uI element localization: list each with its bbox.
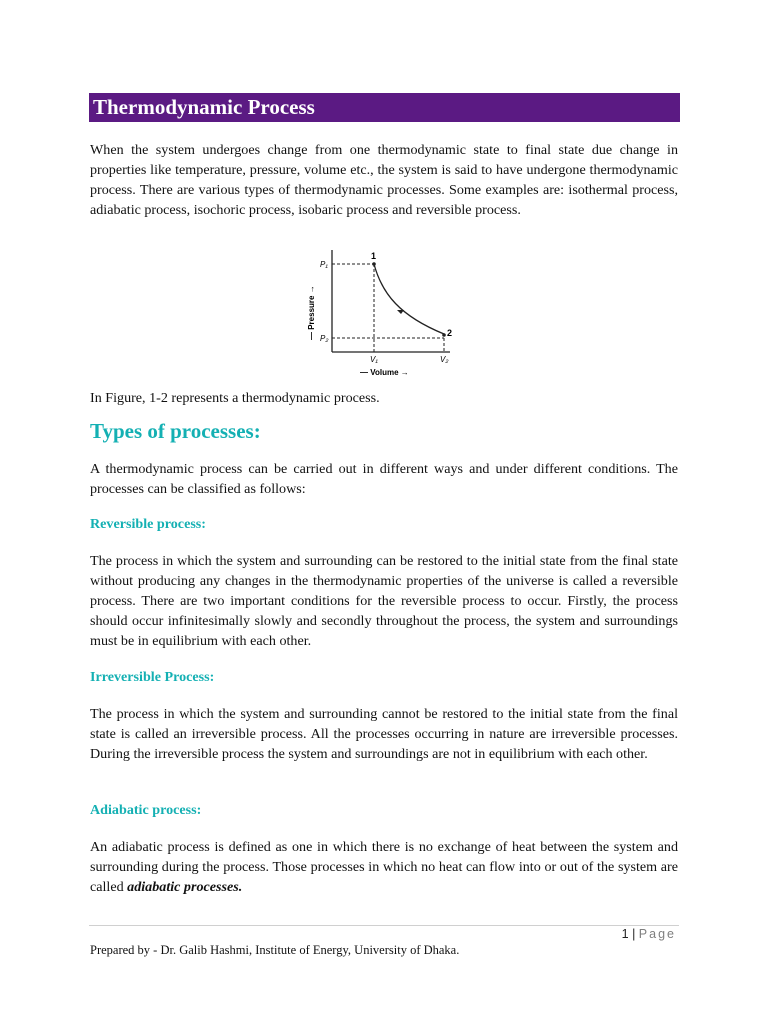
footer-divider <box>89 925 679 926</box>
state-point-1 <box>372 262 376 266</box>
x-axis-label: — Volume → <box>360 368 409 377</box>
page-title: Thermodynamic Process <box>89 93 680 122</box>
reversible-heading: Reversible process: <box>90 516 206 532</box>
page-word: Page <box>638 927 676 941</box>
v1-label: V₁ <box>370 355 378 364</box>
intro-paragraph: When the system undergoes change from one thermodynamic state to final state due change in properties like temperature, pressure, volume etc., the system is said to have undergone thermodynamic process. There are various types of thermodynamic processes. Some examples are: isothermal process, adiabatic process, isochoric process, isobaric process and reversible process. <box>90 142 678 218</box>
adiabatic-body-text: An adiabatic process is defined as one in which there is no exchange of heat between the system and surrounding during the process. Those processes in which no heat can flow into or out of the system are called <box>90 839 678 895</box>
process-arrow-icon <box>397 310 404 314</box>
footer-credit: Prepared by - Dr. Galib Hashmi, Institute of Energy, University of Dhaka. <box>90 943 460 957</box>
types-heading: Types of processes: <box>90 419 261 443</box>
reversible-body: The process in which the system and surrounding can be restored to the initial state from the final state without producing any changes in the thermodynamic properties of the universe is called a reversible process. There are two important conditions for the reversible process to occur. Firstly, the process should occur infinitesimally slowly and secondly throughout the process, the system and surroundings must be in equilibrium with each other. <box>90 553 678 649</box>
page-number <box>622 927 676 941</box>
point1-label: 1 <box>371 251 377 261</box>
adiabatic-heading: Adiabatic process: <box>90 802 202 818</box>
figure-caption: In Figure, 1-2 represents a thermodynamic process. <box>90 390 380 406</box>
page-number-value: 1 <box>621 927 629 941</box>
p1-label: P₁ <box>320 260 328 269</box>
irreversible-heading: Irreversible Process: <box>90 669 215 685</box>
adiabatic-body <box>90 837 678 897</box>
state-point-2 <box>442 333 446 337</box>
v2-label: V₂ <box>440 355 449 364</box>
point2-label: 2 <box>447 328 453 338</box>
p2-label: P₂ <box>320 334 329 343</box>
pv-diagram-svg <box>300 244 466 380</box>
adiabatic-emphasis: adiabatic processes. <box>127 879 243 895</box>
process-curve <box>374 264 444 334</box>
pv-diagram <box>300 244 466 380</box>
irreversible-body: The process in which the system and surrounding cannot be restored to the initial state from the final state is called an irreversible process. All the processes occurring in nature are irreversible processes. During the irreversible process the system and surroundings are not in equilibrium with each other. <box>90 706 678 762</box>
types-intro: A thermodynamic process can be carried out in different ways and under different conditions. The processes can be classified as follows: <box>90 461 678 497</box>
y-axis-label: — Pressure → <box>307 285 316 340</box>
page-separator: | <box>632 927 636 941</box>
